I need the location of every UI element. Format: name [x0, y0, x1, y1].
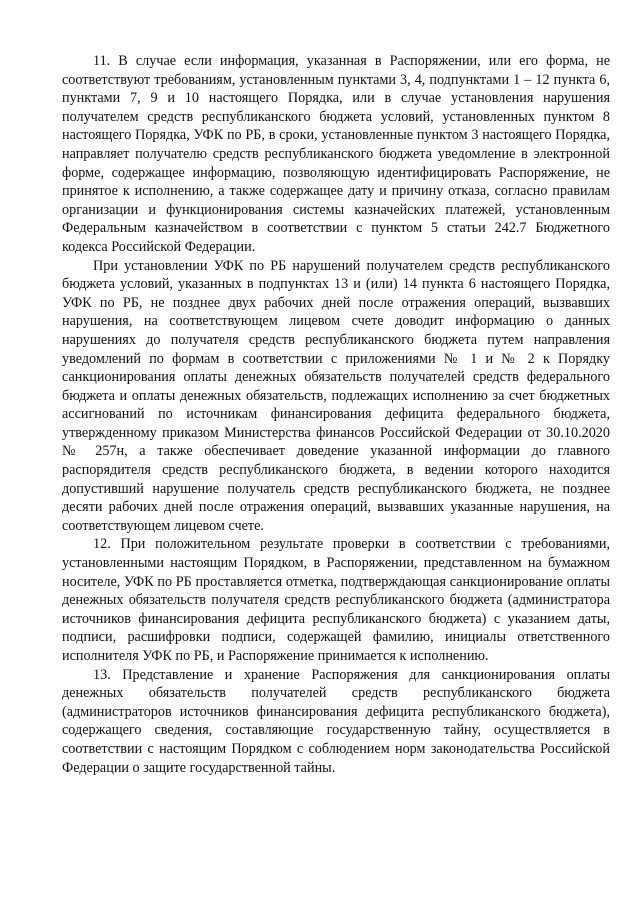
paragraph-11-violations: При установлении УФК по РБ нарушений получателем средств республиканского бюджета условий, указанных в подпунктах 13 и (или) 14 пункта 6 настоящего Порядка, УФК по РБ, не позднее двух рабочих дней после отражения операций, вызвавших нарушения, на соответствующем лицевом счете доводит информацию о данных нарушениях до получателя средств республиканского бюджета путем направления уведомлений по формам в соответствии с приложениями № 1 и № 2 к Порядку санкционирования оплаты денежных обязательств получателей средств федерального бюджета и оплаты денежных обязательств, подлежащих исполнению за счет бюджетных ассигнований по источникам финансирования дефицита федерального бюджета, утвержденному приказом Министерства финансов Российской Федерации от 30.10.2020 № 257н, а также обеспечивает доведение указанной информации до главного распорядителя средств республиканского бюджета, в ведении которого находится допустивший нарушение получатель средств республиканского бюджета, не позднее десяти рабочих дней после отражения операций, вызвавших указанные нарушения, на соответствующем лицевом счете.	[62, 257, 610, 534]
paragraph-12: 12. При положительном результате проверки в соответствии с требованиями, установленными настоящим Порядком, в Распоряжении, представленном на бумажном носителе, УФК по РБ проставляется отметка, подтверждающая санкционирование оплаты денежных обязательств получателя средств республиканского бюджета (администратора источников финансирования дефицита республиканского бюджета) с указанием даты, подписи, расшифровки подписи, содержащей фамилию, инициалы ответственного исполнителя УФК по РБ, и Распоряжение принимается к исполнению.	[62, 536, 610, 664]
document-page	[62, 52, 610, 777]
paragraph-13: 13. Представление и хранение Распоряжения для санкционирования оплаты денежных обязательств получателей средств республиканского бюджета (администраторов источников финансирования дефицита республиканского бюджета), содержащего сведения, составляющие государственную тайну, осуществляется в соответствии с настоящим Порядком с соблюдением норм законодательства Российской Федерации о защите государственной тайны.	[62, 666, 610, 776]
paragraph-11: 11. В случае если информация, указанная в Распоряжении, или его форма, не соответствуют требованиям, установленным пунктами 3, 4, подпунктами 1 – 12 пункта 6, пунктами 7, 9 и 10 настоящего Порядка, или в случае установления нарушения получателем средств республиканского бюджета условий, установленных пунктом 8 настоящего Порядка, УФК по РБ, в сроки, установленные пунктом 3 настоящего Порядка, направляет получателю средств республиканского бюджета уведомление в электронной форме, содержащее информацию, позволяющую идентифицировать Распоряжение, не принятое к исполнению, а также содержащее дату и причину отказа, согласно правилам организации и функционирования системы казначейских платежей, установленным Федеральным казначейством в соответствии с пунктом 5 статьи 242.7 Бюджетного кодекса Российской Федерации.	[62, 53, 610, 255]
